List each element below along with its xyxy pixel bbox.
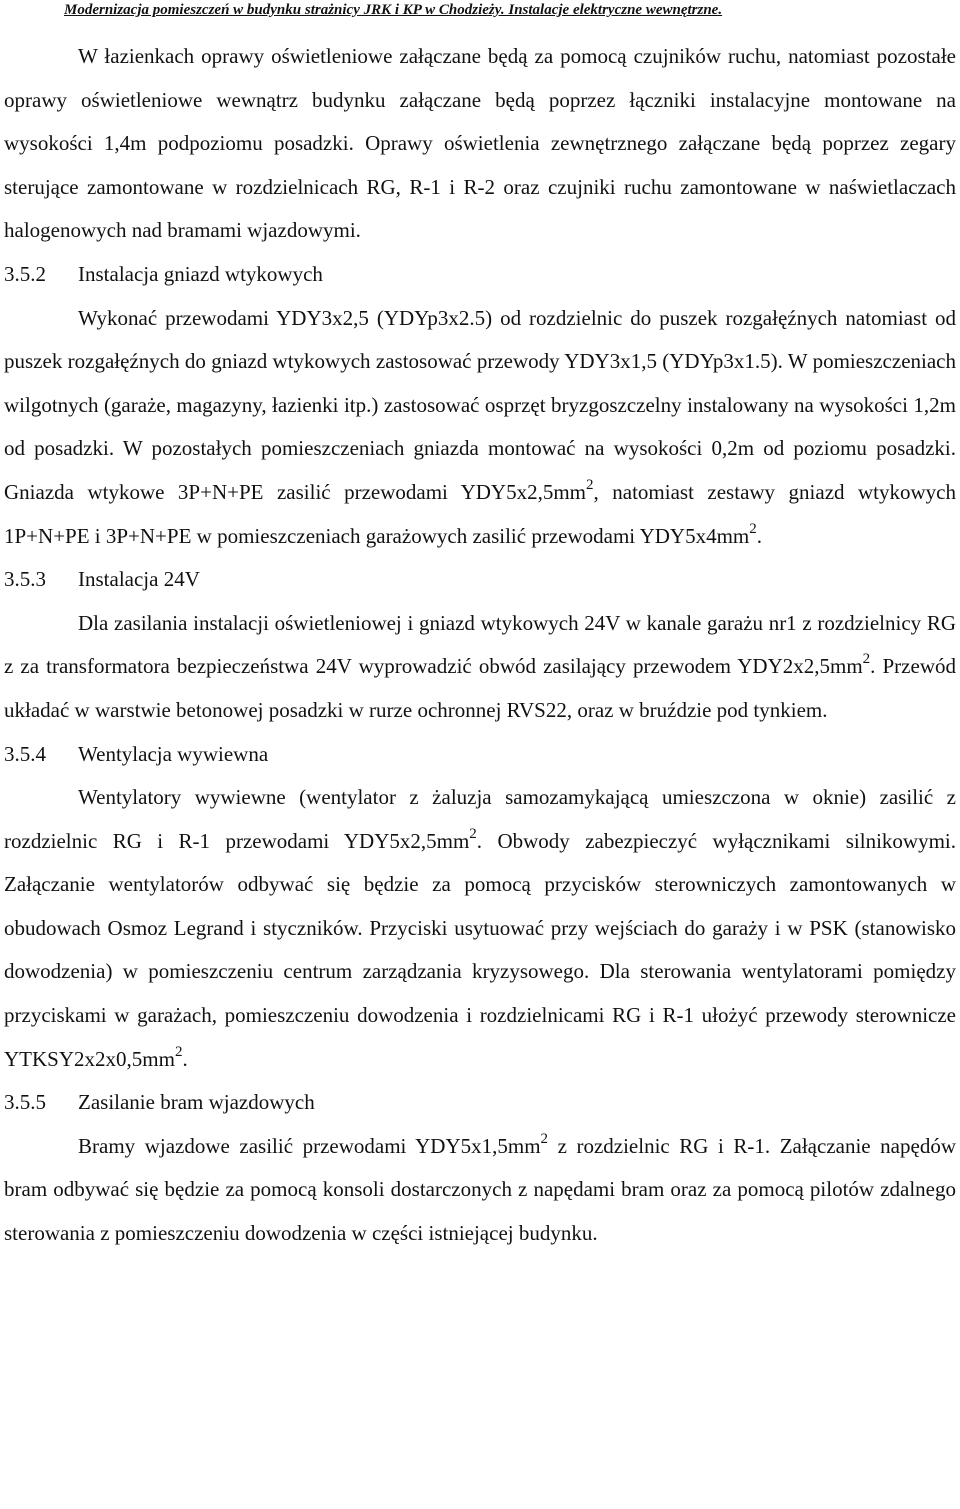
paragraph-text: Dla zasilania instalacji oświetleniowej i gniazd wtykowych 24V w kanale garażu nr1 z rozdzielnicy RG z za transformatora bezpieczeństwa 24V wyprowadzić obwód zasilający przewodem YDY2x2,5mm xyxy=(4,610,956,679)
section-heading-3-5-4 xyxy=(4,733,956,777)
paragraph-text: Wentylatory wywiewne (wentylator z żaluzja samozamykającą umieszczona w oknie) zasilić z rozdzielnic RG i R-1 przewodami YDY5x2,5mm xyxy=(4,785,956,853)
page-header xyxy=(4,0,956,20)
lighting-paragraph: W łazienkach oprawy oświetleniowe załączane będą za pomocą czujników ruchu, natomiast pozostałe oprawy oświetleniowe wewnątrz budynku załączane będą poprzez łączniki instalacyjne montowane na wysokości 1,4m podpoziomu posadzki. Oprawy oświetlenia zewnętrznego załączane będą poprzez zegary sterujące zamontowane w rozdzielnicach RG, R-1 i R-2 oraz czujniki ruchu zamontowane w naświetlaczach halogenowych nad bramami wjazdowymi. xyxy=(4,44,956,243)
superscript: 2 xyxy=(586,476,594,493)
paragraph-text: . xyxy=(182,1046,188,1071)
superscript: 2 xyxy=(469,825,477,842)
paragraph-text: z rozdzielnic RG i R-1. Załączanie napędów bram odbywać się będzie za pomocą konsoli dostarczonych z napędami bram oraz za pomocą pilotów zdalnego sterowania z pomieszczeniu dowodzenia w części istniejącej budynku. xyxy=(4,1133,956,1246)
section-title: Instalacja gniazd wtykowych xyxy=(78,261,323,286)
paragraph-text: , natomiast zestawy gniazd wtykowych 1P+N+PE i 3P+N+PE w pomieszczeniach garażowych zasilić przewodami YDY5x4mm xyxy=(4,479,957,548)
superscript: 2 xyxy=(862,651,871,668)
section-number: 3.5.2 xyxy=(4,261,46,286)
superscript: 2 xyxy=(749,520,757,537)
paragraph-text: . Obwody zabezpieczyć wyłącznikami silnikowymi. Załączanie wentylatorów odbywać się będzie za pomocą przycisków sterowniczych zamontowanych w obudowach Osmoz Legrand i styczników. Przyciski usytuować przy wejściach do garaży i w PSK (stanowisko dowodzenia) w pomieszczeniu centrum zarządzania kryzysowego. Dla sterowania wentylatorami pomiędzy przyciskami w garażach, pomieszczeniu dowodzenia i rozdzielnicami RG i R-1 ułożyć przewody sterownicze YTKSY2x2x0,5mm xyxy=(4,828,956,1071)
section-title: Zasilanie bram wjazdowych xyxy=(78,1090,315,1115)
gates-paragraph xyxy=(4,1125,956,1256)
section-heading-3-5-5 xyxy=(4,1081,956,1125)
section-heading-3-5-3 xyxy=(4,558,956,602)
paragraph-text: . xyxy=(756,523,763,548)
section-number: 3.5.4 xyxy=(4,741,46,766)
superscript: 2 xyxy=(540,1130,549,1147)
section-title: Wentylacja wywiewna xyxy=(78,741,269,766)
document-body xyxy=(4,35,956,1256)
installation-24v-paragraph xyxy=(4,602,956,733)
section-heading-3-5-2 xyxy=(4,253,956,297)
paragraph-text: Wykonać przewodami YDY3x2,5 (YDYp3x2.5) od rozdzielnic do puszek rozgałęźnych natomiast od puszek rozgałęźnych do gniazd wtykowych zastosować przewody YDY3x1,5 (YDYp3x1.5). W pomieszczeniach wilgotnych (garaże, magazyny, łazienki itp.) zastosować osprzęt bryzgoszczelny instalowany na wysokości 1,2m od posadzki. W pozostałych pomieszczeniach gniazda montować na wysokości 0,2m od poziomu posadzki. Gniazda wtykowe 3P+N+PE zasilić przewodami YDY5x2,5mm xyxy=(4,305,956,504)
superscript: 2 xyxy=(174,1043,183,1060)
section-number: 3.5.5 xyxy=(4,1090,46,1115)
section-title: Instalacja 24V xyxy=(78,567,200,592)
header-title: Modernizacja pomieszczeń w budynku strażnicy JRK i KP w Chodzieży. Instalacje elektryczne wewnętrzne. xyxy=(64,2,723,18)
sockets-paragraph xyxy=(4,297,956,559)
paragraph-text: Bramy wjazdowe zasilić przewodami YDY5x1,5mm xyxy=(78,1133,541,1158)
paragraph-text: . Przewód układać w warstwie betonowej posadzki w rurze ochronnej RVS22, oraz w bruździe pod tynkiem. xyxy=(4,654,956,722)
ventilation-paragraph xyxy=(4,776,956,1081)
section-number: 3.5.3 xyxy=(4,567,46,592)
